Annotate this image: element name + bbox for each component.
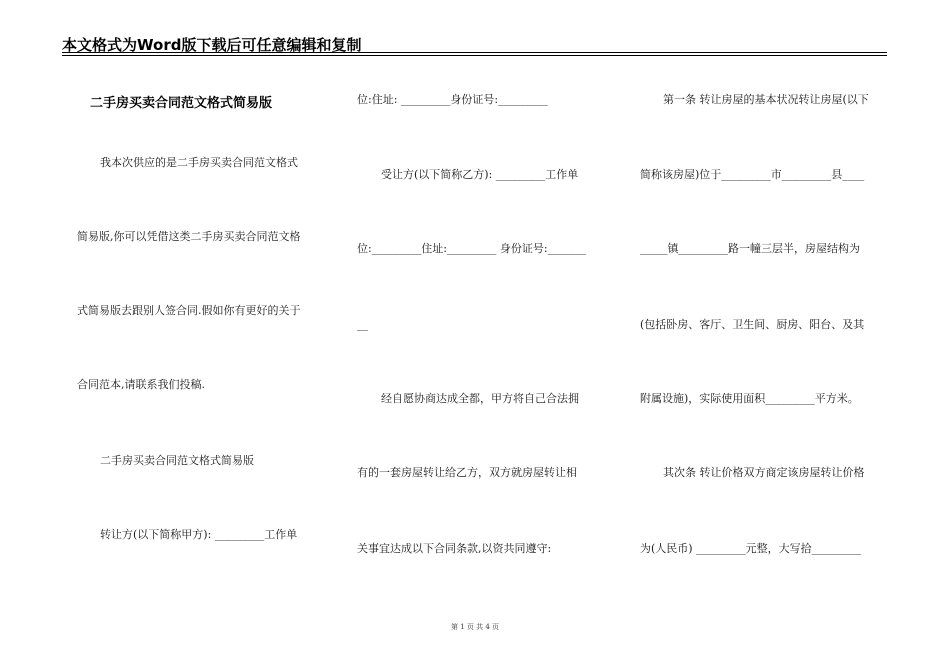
middle-line-3: 位:_________住址:_________ 身份证号:_______ (357, 242, 587, 255)
page-number: 第 1 页 共 4 页 (450, 623, 500, 631)
header-rule-thick (62, 55, 887, 56)
right-line-6: 其次条 转让价格双方商定该房屋转让价格 (663, 466, 865, 479)
middle-line-4: __ (357, 318, 368, 331)
left-line-4: 合同范本,请联系我们投稿. (77, 378, 205, 391)
document-banner: 本文格式为Word版下载后可任意编辑和复制 (62, 36, 362, 54)
right-line-7: 为(人民币) _________元整，大写拾_________ (640, 542, 862, 555)
left-line-2: 简易版,你可以凭借这类二手房买卖合同范文格 (77, 230, 301, 243)
left-line-5: 二手房买卖合同范文格式简易版 (100, 454, 254, 467)
right-line-4: (包括卧房、客厅、卫生间、厨房、阳台、及其 (640, 318, 865, 331)
right-line-1: 第一条 转让房屋的基本状况转让房屋(以下 (663, 93, 869, 106)
left-line-1: 我本次供应的是二手房买卖合同范文格式 (100, 156, 298, 169)
middle-line-1: 位:住址: _________身份证号:_________ (357, 93, 548, 106)
header-rule (62, 52, 887, 53)
right-line-5: 附属设施)，实际使用面积_________平方米。 (640, 392, 859, 405)
right-line-2: 简称该房屋)位于_________市_________县____ (640, 168, 865, 181)
right-line-3: _____镇_________路一幢三层半，房屋结构为 (640, 242, 860, 255)
left-line-3: 式简易版去跟别人签合同.假如你有更好的关于 (77, 304, 301, 317)
middle-line-5: 经自愿协商达成全都，甲方将自己合法拥 (381, 392, 579, 405)
document-title: 二手房买卖合同范文格式简易版 (90, 96, 273, 111)
middle-line-2: 受让方(以下简称乙方): _________工作单 (381, 168, 579, 181)
middle-line-7: 关事宜达成以下合同条款,以资共同遵守: (357, 542, 552, 555)
left-line-6: 转让方(以下简称甲方): _________工作单 (100, 528, 298, 541)
middle-line-6: 有的一套房屋转让给乙方，双方就房屋转让相 (357, 466, 577, 479)
